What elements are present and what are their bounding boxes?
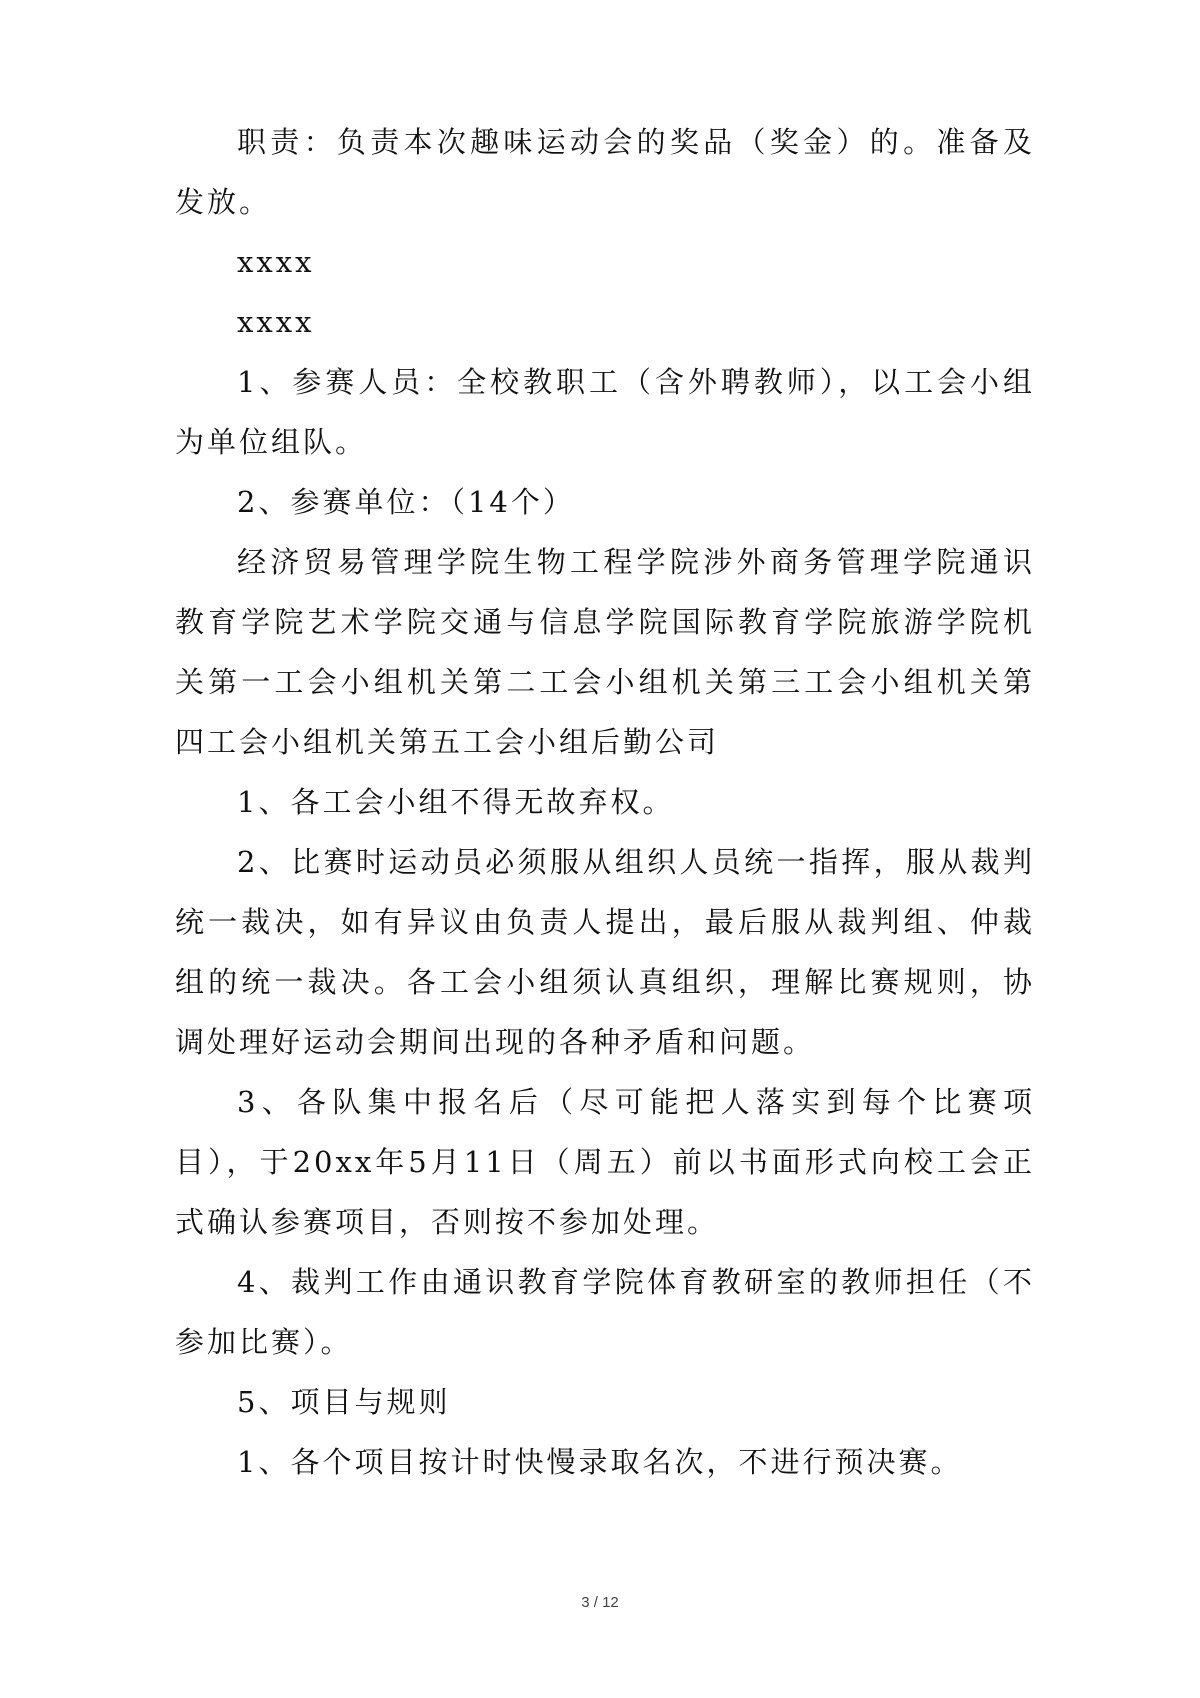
paragraph-participants: 1、参赛人员：全校教职工（含外聘教师），以工会小组为单位组队。 [175, 365, 1035, 459]
page-number: 3 / 12 [581, 1594, 619, 1611]
paragraph-rule-4: 4、裁判工作由通识教育学院体育教研室的教师担任（不参加比赛）。 [175, 1265, 1035, 1359]
paragraph-units-heading: 2、参赛单位：（14个） [237, 485, 575, 519]
paragraph-responsibility: 职责：负责本次趣味运动会的奖品（奖金）的。准备及发放。 [175, 125, 1035, 219]
document-body [175, 112, 1035, 1492]
paragraph-placeholder-1: xxxx [237, 245, 315, 279]
paragraph-rule-5: 5、项目与规则 [237, 1385, 451, 1419]
paragraph-units-list: 经济贸易管理学院生物工程学院涉外商务管理学院通识教育学院艺术学院交通与信息学院国际教育学院旅游学院机关第一工会小组机关第二工会小组机关第三工会小组机关第四工会小组机关第五工会小组后勤公司 [175, 545, 1035, 759]
paragraph-rule-3: 3、各队集中报名后（尽可能把人落实到每个比赛项目），于20xx年5月11日（周五）前以书面形式向校工会正式确认参赛项目，否则按不参加处理。 [175, 1085, 1035, 1239]
paragraph-placeholder-2: xxxx [237, 305, 315, 339]
paragraph-rule-2: 2、比赛时运动员必须服从组织人员统一指挥，服从裁判统一裁决，如有异议由负责人提出，最后服从裁判组、仲裁组的统一裁决。各工会小组须认真组织，理解比赛规则，协调处理好运动会期间出现的各种矛盾和问题。 [175, 845, 1035, 1059]
paragraph-rule-1: 1、各工会小组不得无故弃权。 [237, 785, 675, 819]
paragraph-item-rule-1: 1、各个项目按计时快慢录取名次，不进行预决赛。 [237, 1445, 963, 1479]
